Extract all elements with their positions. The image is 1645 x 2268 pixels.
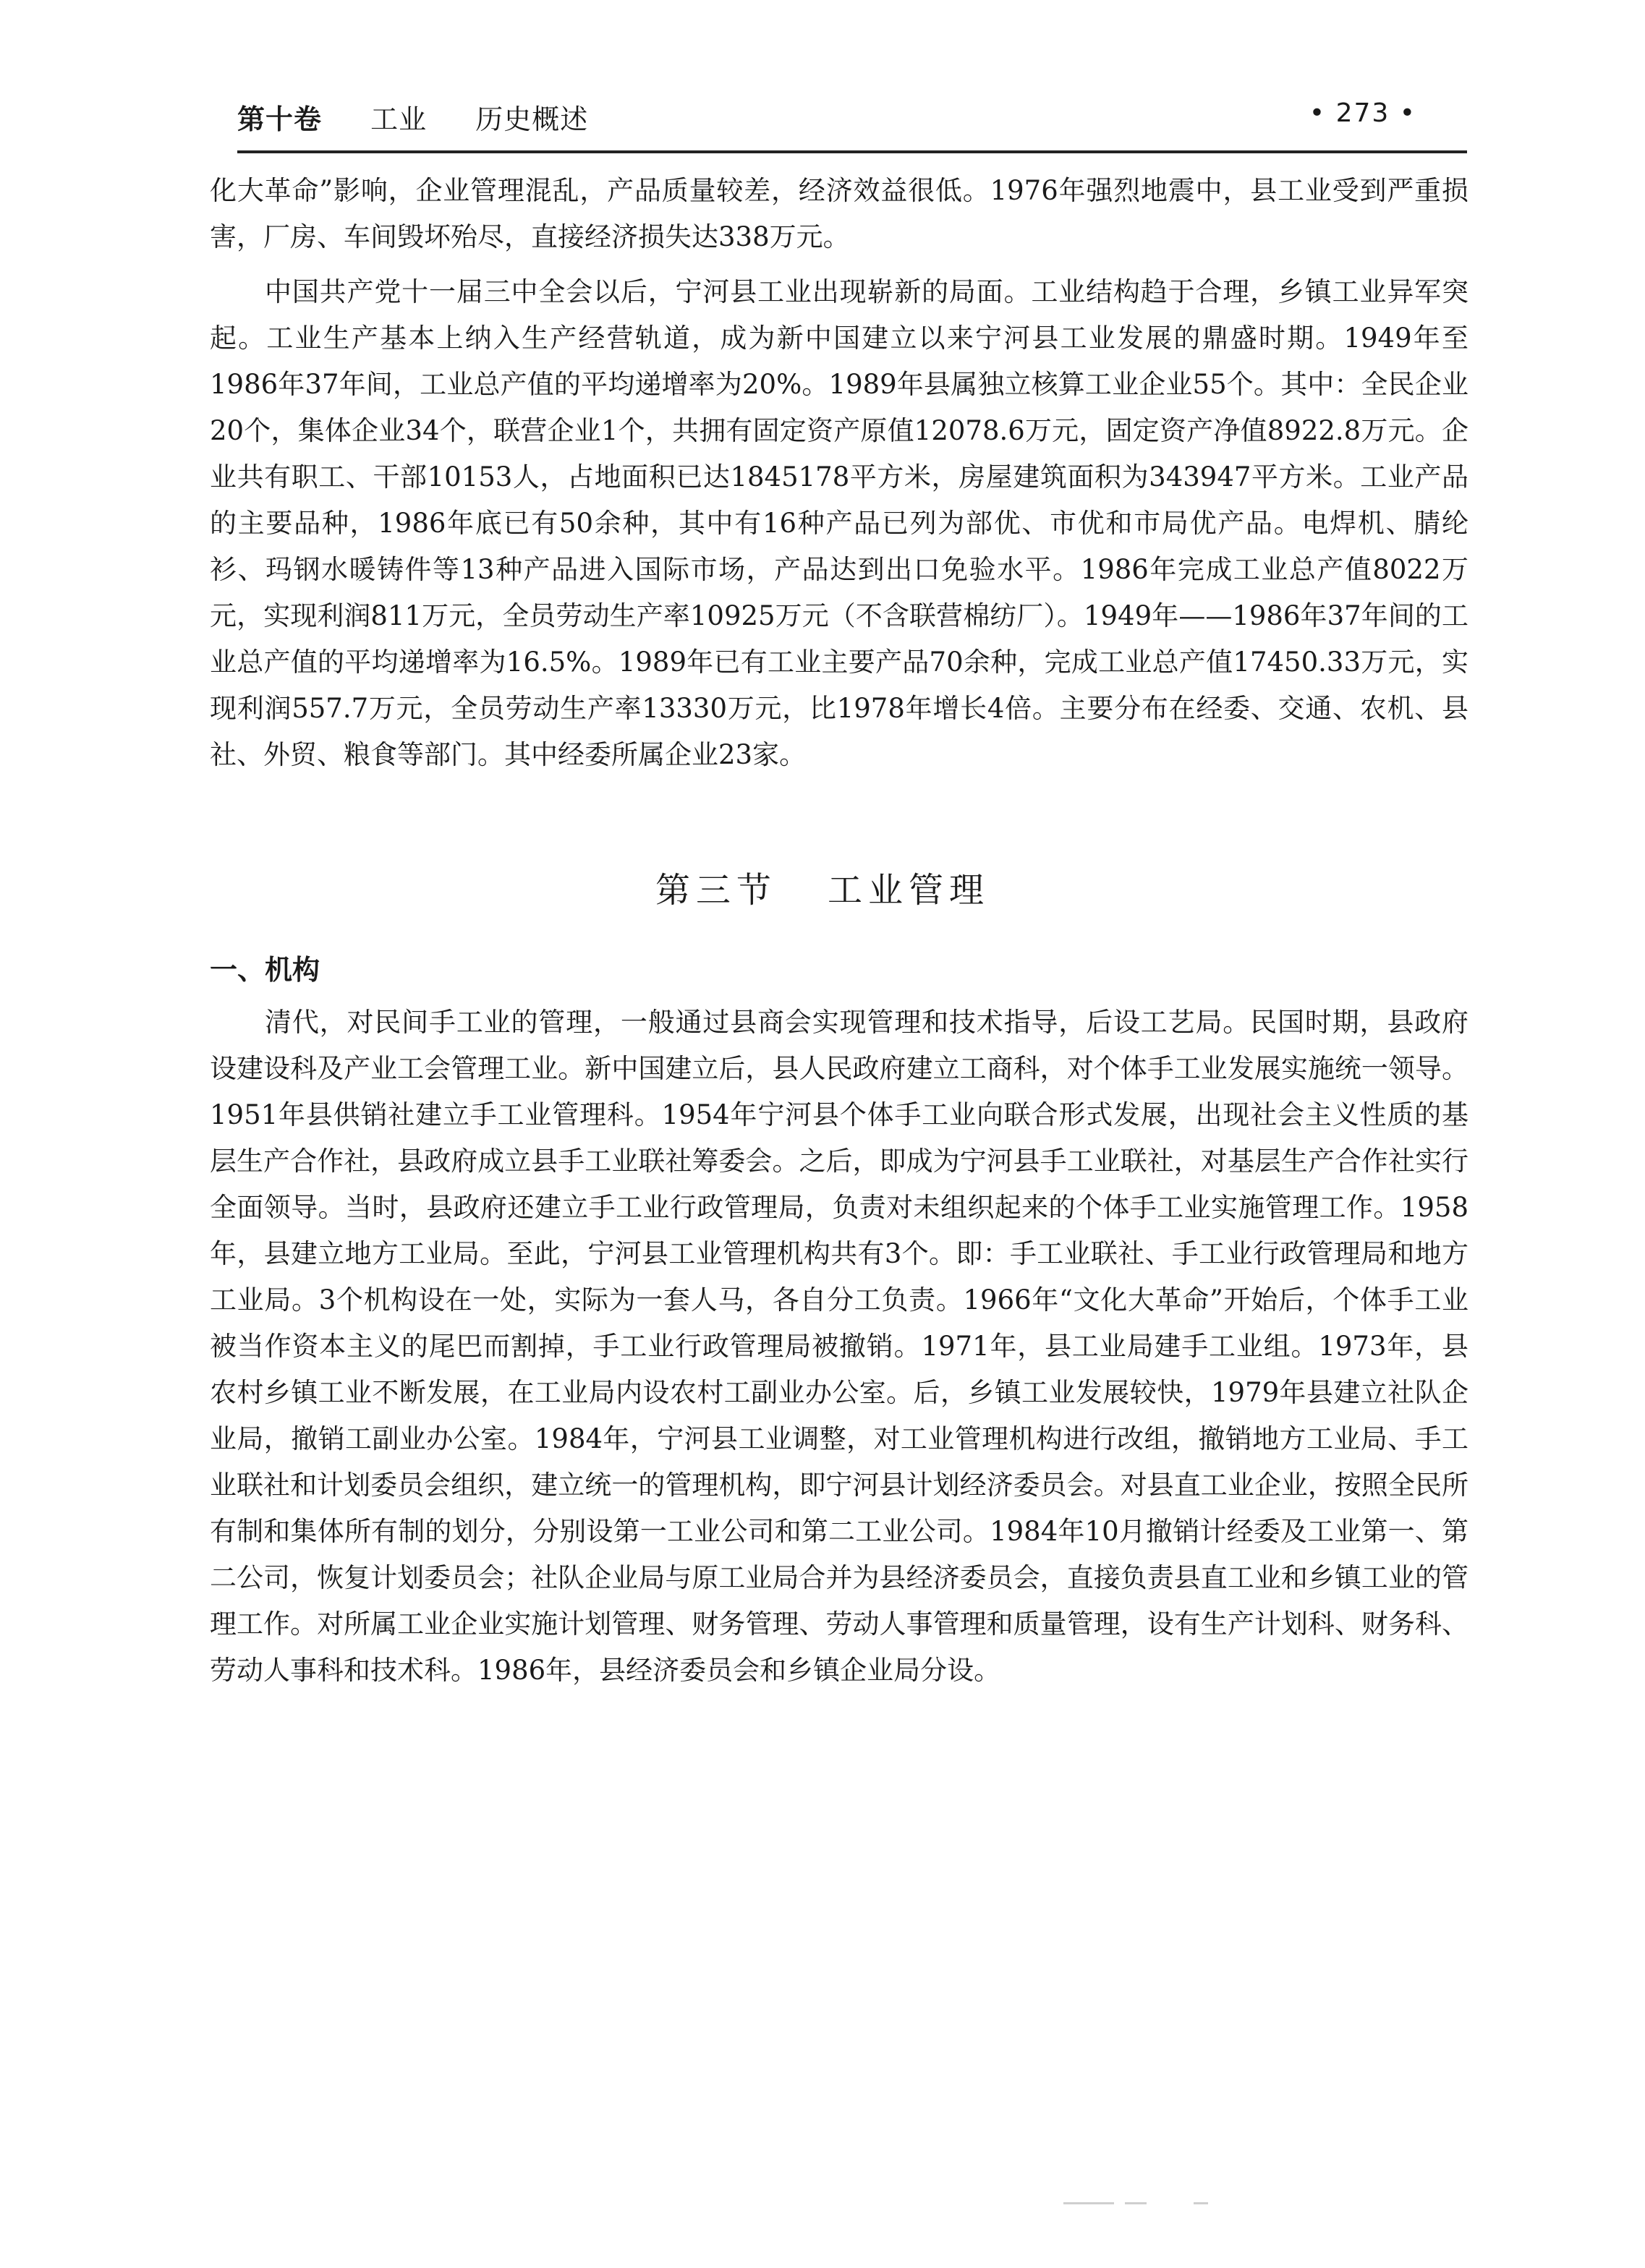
volume-label: 第十卷	[237, 103, 323, 135]
scan-artifact	[1063, 2202, 1114, 2204]
continued-paragraph	[210, 168, 1468, 260]
overview-paragraph	[210, 269, 1468, 778]
section-name: 工业管理	[828, 870, 990, 911]
subject-label: 工业	[370, 103, 428, 135]
subsection-heading: 一、机构	[210, 954, 320, 986]
page-number: • 273 •	[1309, 98, 1416, 128]
section-number: 第三节	[655, 870, 777, 911]
section-label: 历史概述	[475, 103, 589, 135]
scan-artifact	[1194, 2202, 1208, 2204]
section-title	[0, 862, 1645, 912]
scan-artifact	[1125, 2202, 1147, 2204]
paragraph: 中国共产党十一届三中全会以后，宁河县工业出现崭新的局面。工业结构趋于合理，乡镇工业异军突起。工业生产基本上纳入生产经营轨道，成为新中国建立以来宁河县工业发展的鼎盛时期。1949年至1986年37年间，工业总产值的平均递增率为20%。1989年县属独立核算工业企业55个。其中：全民企业20个，集体企业34个，联营企业1个，共拥有固定资产原值12078.6万元，固定资产净值8922.8万元。企业共有职工、干部10153人，占地面积已达1845178平方米，房屋建筑面积为343947平方米。工业产品的主要品种，1986年底已有50余种，其中有16种产品已列为部优、市优和市局优产品。电焊机、腈纶衫、玛钢水暖铸件等13种产品进入国际市场，产品达到出口免验水平。1986年完成工业总产值8022万元，实现利润811万元，全员劳动生产率10925万元（不含联营棉纺厂）。1949年——1986年37年间的工业总产值的平均递增率为16.5%。1989年已有工业主要产品70余种，完成工业总产值17450.33万元，实现利润557.7万元，全员劳动生产率13330万元，比1978年增长4倍。主要分布在经委、交通、农机、县社、外贸、粮食等部门。其中经委所属企业23家。	[210, 276, 1468, 770]
paragraph: 清代，对民间手工业的管理，一般通过县商会实现管理和技术指导，后设工艺局。民国时期，县政府设建设科及产业工会管理工业。新中国建立后，县人民政府建立工商科，对个体手工业发展实施统一领导。1951年县供销社建立手工业管理科。1954年宁河县个体手工业向联合形式发展，出现社会主义性质的基层生产合作社，县政府成立县手工业联社筹委会。之后，即成为宁河县手工业联社，对基层生产合作社实行全面领导。当时，县政府还建立手工业行政管理局，负责对未组织起来的个体手工业实施管理工作。1958年，县建立地方工业局。至此，宁河县工业管理机构共有3个。即：手工业联社、手工业行政管理局和地方工业局。3个机构设在一处，实际为一套人马，各自分工负责。1966年“文化大革命”开始后，个体手工业被当作资本主义的尾巴而割掉，手工业行政管理局被撤销。1971年，县工业局建手工业组。1973年，县农村乡镇工业不断发展，在工业局内设农村工副业办公室。后，乡镇工业发展较快，1979年县建立社队企业局，撤销工副业办公室。1984年，宁河县工业调整，对工业管理机构进行改组，撤销地方工业局、手工业联社和计划委员会组织，建立统一的管理机构，即宁河县计划经济委员会。对县直工业企业，按照全民所有制和集体所有制的划分，分别设第一工业公司和第二工业公司。1984年10月撤销计经委及工业第一、第二公司，恢复计划委员会；社队企业局与原工业局合并为县经济委员会，直接负责县直工业和乡镇工业的管理工作。对所属工业企业实施计划管理、财务管理、劳动人事管理和质量管理，设有生产计划科、财务科、劳动人事科和技术科。1986年，县经济委员会和乡镇企业局分设。	[210, 1007, 1468, 1686]
page-header	[237, 93, 1467, 153]
running-head	[237, 97, 588, 137]
institutions-paragraph	[210, 999, 1468, 1694]
paragraph: 化大革命”影响，企业管理混乱，产品质量较差，经济效益很低。1976年强烈地震中，县工业受到严重损害，厂房、车间毁坏殆尽，直接经济损失达338万元。	[210, 175, 1468, 252]
